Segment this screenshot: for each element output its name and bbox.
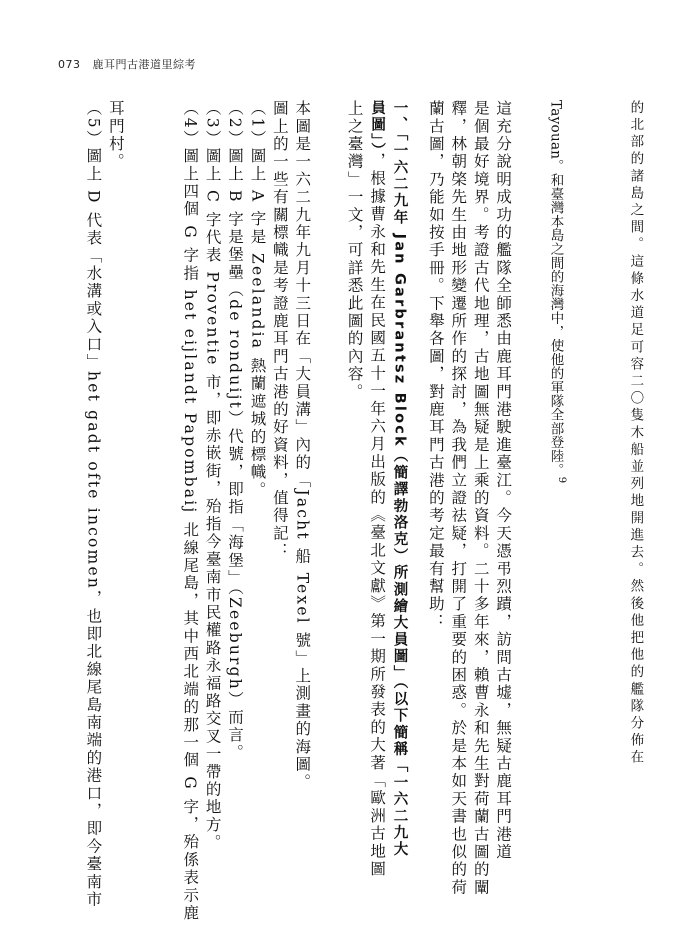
list-item-2: （2）圖上 B 字是堡壘（de ronduijt）代號，即指「海堡」（Zeeburgh）而言。 (226, 100, 245, 762)
running-header (58, 56, 196, 72)
paragraph-1-line-2: 是個最好境界。考證古代地理，古地圖無疑是上乘的資料。二十多年來，賴曹永和先生對荷蘭古圖的闡 (471, 100, 490, 897)
list-item-1: （1）圖上 A 字是 Zeelandia 熱蘭遮城的標幟。 (248, 100, 267, 499)
section-1-line-3: 上之臺灣」一文，可詳悉此圖的內容。 (345, 100, 364, 401)
footnote-marker: 9 (556, 476, 567, 487)
list-item-3: （3）圖上 C 字代表 Proventie 市，即赤嵌街，殆指今臺南市民權路永福路交叉一帶的地方。 (203, 100, 222, 852)
section-1-line-2 (366, 100, 388, 900)
list-item-4: （4）圖上四個 G 字指 het eijlandt Papombaij 北線尾島，其中西北端的那一個 G 字，殆係表示鹿 (181, 100, 200, 923)
paragraph-1-line-3: 釋，林朝棨先生由地形變遷所作的探討，為我們立證祛疑，打開了重要的困惑。於是本如天書也似的荷 (449, 100, 468, 897)
vertical-text-block (82, 100, 698, 923)
section-1-heading-tail: 員圖」） (369, 100, 386, 153)
quote-line-2 (544, 100, 572, 900)
paragraph-2-line-1: 本圖是一六二九年九月十三日在「大員溝」內的「Jacht 船 Texel 號」上測畫的海圖。 (293, 100, 312, 792)
paragraph-1-line-1: 這充分說明成功的艦隊全師悉由鹿耳門港駛進臺江。今天憑弔烈蹟，訪問古墟，無疑古鹿耳門港道 (494, 100, 513, 862)
list-item-5: （5）圖上 D 代表「水溝或入口」het gadt ofte incomen，也即北線尾島南端的港口，即今臺南市 (84, 100, 103, 909)
list-item-4-continuation: 耳門村。 (106, 100, 125, 171)
page-body (82, 100, 644, 923)
section-1-heading-text: 一、「一六二九年 Jan Garbrantsz Block（簡譯勃洛克）所測繪大員圖」（以下簡稱「一六二九大 (391, 100, 408, 859)
paragraph-1-line-4: 蘭古圖，乃能如按手冊。下舉各圖，對鹿耳門古港的考定最有幫助： (426, 100, 445, 631)
quote-line-2-text: Tayouan。和臺灣本島之間的海灣中，使他的軍隊全部登陸。 (547, 100, 564, 477)
section-1-heading (388, 100, 410, 900)
page-number: 073 (58, 58, 81, 71)
quote-line-1: 的北部的諸島之間。這條水道足可容二〇隻木船並列地開進去。然後他把他的艦隊分佈在 (627, 100, 644, 767)
section-1-line-2-text: ，根據曹永和先生在民國五十一年六月出版的《臺北文獻》第一期所發表的大著「歐洲古地圖 (368, 152, 387, 879)
paragraph-2-line-2: 圖上的一些有關標幟是考證鹿耳門古港的好資料，值得記： (270, 100, 289, 561)
running-title: 鹿耳門古港道里綜考 (92, 58, 196, 71)
